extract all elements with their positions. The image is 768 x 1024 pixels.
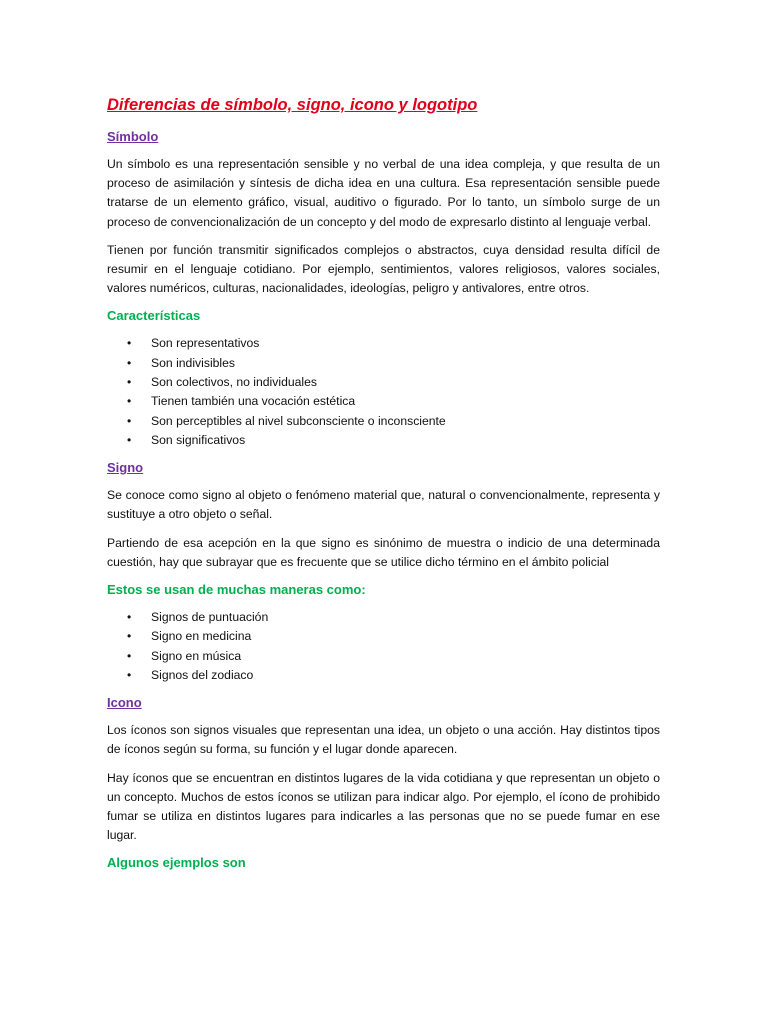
list-item — [127, 334, 660, 353]
section-heading-signo: Signo — [107, 460, 144, 476]
list-item-text: Son significativos — [151, 432, 246, 447]
list-item — [127, 666, 660, 685]
bullet-icon: • — [127, 413, 132, 428]
list-item — [127, 354, 660, 373]
list-item-text: Tienen también una vocación estética — [151, 394, 356, 409]
paragraph-signo-definition: Se conoce como signo al objeto o fenómeno material que, natural o convencionalmente, representa y sustituye a otro objeto o señal. — [107, 488, 660, 522]
subheading-caracteristicas: Características — [107, 308, 201, 324]
bullet-icon: • — [127, 336, 132, 351]
document-title: Diferencias de símbolo, signo, icono y logotipo — [107, 96, 478, 114]
subheading-signo-maneras: Estos se usan de muchas maneras como: — [107, 582, 366, 598]
section-heading-simbolo: Símbolo — [107, 129, 159, 144]
bullet-icon: • — [127, 394, 132, 409]
list-item-text: Signos del zodiaco — [151, 667, 254, 682]
list-item — [127, 647, 660, 666]
bullet-icon: • — [127, 432, 132, 447]
bullet-icon: • — [127, 629, 132, 644]
list-item-text: Son colectivos, no individuales — [151, 375, 317, 390]
paragraph-signo-usage: Partiendo de esa acepción en la que signo es sinónimo de muestra o indicio de una determinada cuestión, hay que subrayar que es frecuente que se utilice dicho término en el ámbito policial — [107, 535, 660, 569]
paragraph-simbolo-definition: Un símbolo es una representación sensible y no verbal de una idea compleja, y que resulta de un proceso de asimilación y síntesis de dicha idea en una cultura. Esa representación sensible puede tratarse de un elemento gráfico, visual, auditivo o figurado. Por lo tanto, un símbolo surge de un proceso de convencionalización de un concepto y del modo de expresarlo distinto al lenguaje verbal. — [107, 157, 660, 229]
bullet-icon: • — [127, 648, 132, 663]
section-heading-icono: Icono — [107, 695, 142, 711]
list-item — [127, 627, 660, 646]
list-item — [127, 392, 660, 411]
list-item-text: Signo en medicina — [151, 629, 252, 644]
bullet-icon: • — [127, 375, 132, 390]
list-signo-maneras — [107, 608, 660, 685]
list-caracteristicas — [107, 334, 660, 450]
subheading-icono-ejemplos: Algunos ejemplos son — [107, 855, 246, 871]
list-item — [127, 431, 660, 450]
list-item-text: Signos de puntuación — [151, 610, 269, 625]
paragraph-simbolo-function: Tienen por función transmitir significados complejos o abstractos, cuya densidad resulta difícil de resumir en el lenguaje cotidiano. Por ejemplo, sentimientos, valores religiosos, valores sociales, valores numéricos, culturas, nacionalidades, ideologías, peligro y antivalores, entre otros. — [107, 242, 660, 296]
paragraph-icono-examples: Hay íconos que se encuentran en distintos lugares de la vida cotidiana y que representan un objeto o un concepto. Muchos de estos íconos se utilizan para indicar algo. Por ejemplo, el ícono de prohibido fumar se utiliza en distintos lugares para indicarles a las personas que no se puede fumar en ese lugar. — [107, 770, 660, 843]
bullet-icon: • — [127, 355, 132, 370]
list-item — [127, 608, 660, 627]
list-item-text: Son perceptibles al nivel subconsciente o inconsciente — [151, 413, 446, 428]
list-item-text: Son indivisibles — [151, 355, 236, 370]
bullet-icon: • — [127, 667, 132, 682]
bullet-icon: • — [127, 610, 132, 625]
list-item — [127, 412, 660, 431]
list-item-text: Signo en música — [151, 648, 242, 663]
paragraph-icono-definition: Los íconos son signos visuales que representan una idea, un objeto o una acción. Hay distintos tipos de íconos según su forma, su función y el lugar donde aparecen. — [107, 723, 660, 757]
list-item — [127, 373, 660, 392]
list-item-text: Son representativos — [151, 336, 260, 351]
